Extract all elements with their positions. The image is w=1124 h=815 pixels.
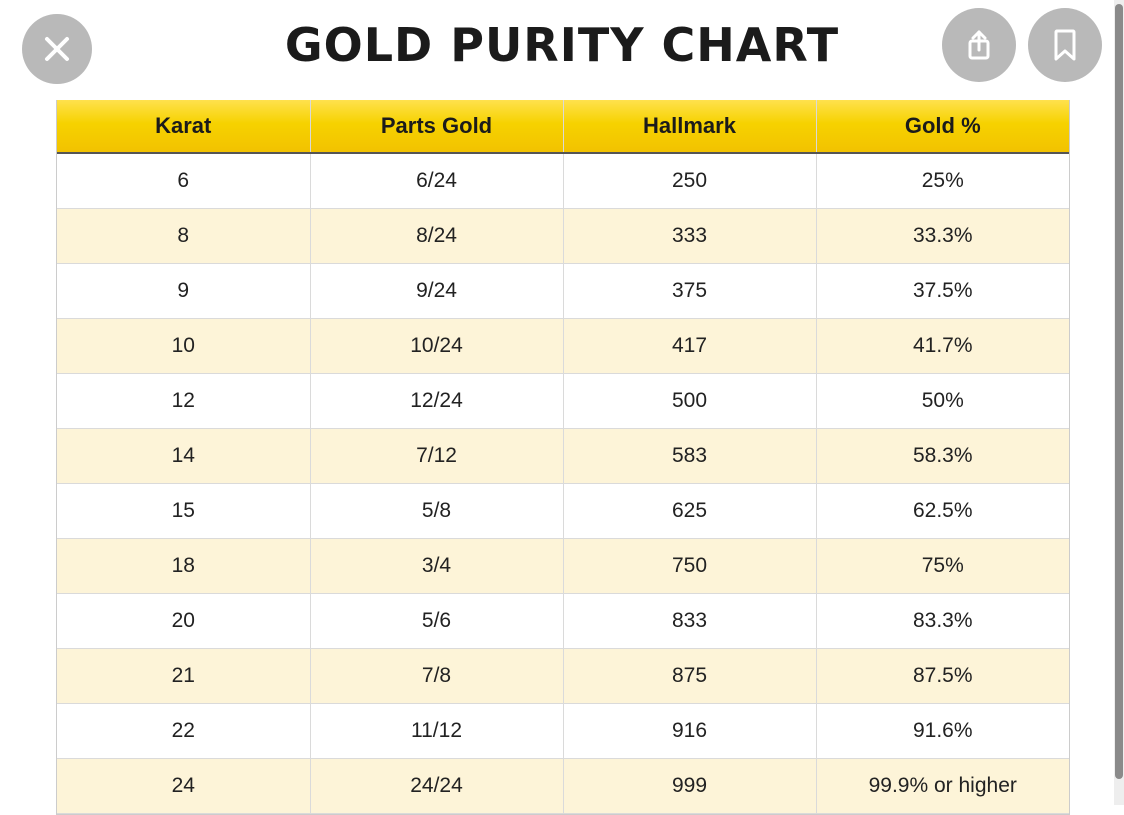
vertical-scrollbar-track[interactable] [1114, 0, 1124, 805]
cell-karat: 18 [57, 539, 310, 594]
cell-hallmark: 999 [563, 759, 816, 814]
cell-karat: 24 [57, 759, 310, 814]
cell-gold-percent: 37.5% [816, 264, 1069, 319]
cell-karat: 14 [57, 429, 310, 484]
header-actions [942, 8, 1102, 82]
cell-gold-percent: 33.3% [816, 209, 1069, 264]
cell-gold-percent: 91.6% [816, 704, 1069, 759]
cell-parts-gold: 8/24 [310, 209, 563, 264]
cell-karat: 22 [57, 704, 310, 759]
cell-karat: 9 [57, 264, 310, 319]
gold-purity-table [57, 100, 1069, 814]
cell-hallmark: 500 [563, 374, 816, 429]
table-row [57, 264, 1069, 319]
column-header-hallmark: Hallmark [563, 100, 816, 153]
table-row [57, 319, 1069, 374]
table-row [57, 209, 1069, 264]
cell-hallmark: 333 [563, 209, 816, 264]
cell-hallmark: 375 [563, 264, 816, 319]
cell-parts-gold: 5/6 [310, 594, 563, 649]
table-row [57, 759, 1069, 814]
cell-parts-gold: 11/12 [310, 704, 563, 759]
table-row [57, 374, 1069, 429]
cell-gold-percent: 99.9% or higher [816, 759, 1069, 814]
cell-hallmark: 417 [563, 319, 816, 374]
cell-karat: 12 [57, 374, 310, 429]
share-button[interactable] [942, 8, 1016, 82]
cell-gold-percent: 58.3% [816, 429, 1069, 484]
cell-hallmark: 916 [563, 704, 816, 759]
table-row [57, 484, 1069, 539]
cell-parts-gold: 9/24 [310, 264, 563, 319]
share-upload-icon [963, 27, 995, 63]
cell-karat: 20 [57, 594, 310, 649]
column-header-karat: Karat [57, 100, 310, 153]
cell-gold-percent: 87.5% [816, 649, 1069, 704]
cell-karat: 10 [57, 319, 310, 374]
cell-parts-gold: 7/8 [310, 649, 563, 704]
cell-hallmark: 625 [563, 484, 816, 539]
page-title: GOLD PURITY CHART [284, 18, 840, 72]
table-row [57, 539, 1069, 594]
table-row [57, 153, 1069, 209]
vertical-scrollbar-thumb[interactable] [1115, 4, 1123, 779]
cell-karat: 6 [57, 153, 310, 209]
table-header-row [57, 100, 1069, 153]
cell-hallmark: 750 [563, 539, 816, 594]
cell-gold-percent: 25% [816, 153, 1069, 209]
table-row [57, 649, 1069, 704]
cell-parts-gold: 6/24 [310, 153, 563, 209]
table-row [57, 429, 1069, 484]
cell-gold-percent: 83.3% [816, 594, 1069, 649]
cell-gold-percent: 62.5% [816, 484, 1069, 539]
cell-karat: 21 [57, 649, 310, 704]
column-header-parts-gold: Parts Gold [310, 100, 563, 153]
column-header-gold-percent: Gold % [816, 100, 1069, 153]
cell-parts-gold: 24/24 [310, 759, 563, 814]
cell-parts-gold: 10/24 [310, 319, 563, 374]
cell-parts-gold: 12/24 [310, 374, 563, 429]
cell-hallmark: 583 [563, 429, 816, 484]
table-row [57, 704, 1069, 759]
cell-karat: 15 [57, 484, 310, 539]
cell-gold-percent: 75% [816, 539, 1069, 594]
gold-purity-table-wrapper [56, 100, 1070, 815]
cell-karat: 8 [57, 209, 310, 264]
bookmark-icon [1052, 27, 1078, 63]
cell-hallmark: 250 [563, 153, 816, 209]
cell-hallmark: 875 [563, 649, 816, 704]
cell-hallmark: 833 [563, 594, 816, 649]
bookmark-button[interactable] [1028, 8, 1102, 82]
cell-gold-percent: 41.7% [816, 319, 1069, 374]
cell-parts-gold: 5/8 [310, 484, 563, 539]
cell-gold-percent: 50% [816, 374, 1069, 429]
table-row [57, 594, 1069, 649]
cell-parts-gold: 7/12 [310, 429, 563, 484]
cell-parts-gold: 3/4 [310, 539, 563, 594]
